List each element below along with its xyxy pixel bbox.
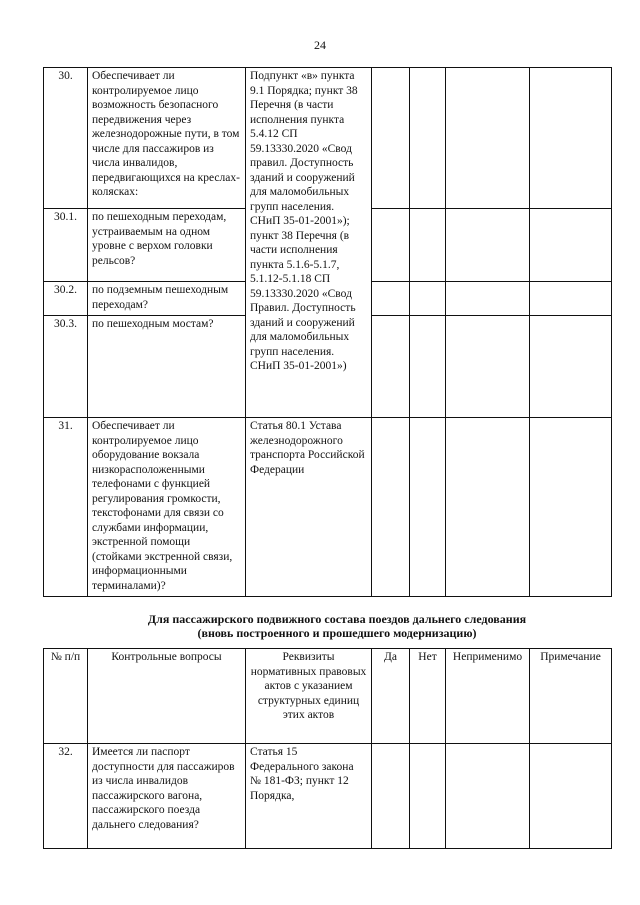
section-heading — [43, 612, 631, 640]
note-cell — [530, 209, 612, 282]
header-note: Примечание — [530, 649, 612, 744]
no-cell — [410, 209, 446, 282]
not-applicable-cell — [446, 68, 530, 209]
requisites-cell: Подпункт «в» пункта 9.1 Порядка; пункт 38 Перечня (в части исполнения пункта 5.4.12 СП 59.13330.2020 «Свод правил. Доступность зданий и сооружений для маломобильных групп населения. СНиП 35-01-2001»); пункт 38 Перечня (в части исполнения пункта 5.1.6-5.1.7, 5.1.12-5.1.18 СП 59.13330.2020 «Свод Правил. Доступность зданий и сооружений для маломобильных групп населения. СНиП 35-01-2001») — [246, 68, 372, 418]
row-number: 30.2. — [44, 282, 88, 316]
question-cell: Обеспечивает ли контролируемое лицо оборудование вокзала низкорасположенными телефонами с функцией регулирования громкости, текстофонами для связи со службами информации, экстренной помощи (стойками экстренной связи, информационными терминалами)? — [88, 418, 246, 597]
yes-cell — [372, 209, 410, 282]
table-header-row — [44, 649, 612, 744]
note-cell — [530, 418, 612, 597]
table-row — [44, 418, 612, 597]
note-cell — [530, 316, 612, 418]
row-number: 30. — [44, 68, 88, 209]
section-heading-line-1: Для пассажирского подвижного состава поездов дальнего следования — [147, 612, 527, 626]
no-cell — [410, 418, 446, 597]
question-cell: Обеспечивает ли контролируемое лицо возможность безопасного передвижения через железнодорожные пути, в том числе для пассажиров из числа инвалидов, передвигающихся на креслах-колясках: — [88, 68, 246, 209]
not-applicable-cell — [446, 209, 530, 282]
note-cell — [530, 744, 612, 849]
header-questions: Контрольные вопросы — [88, 649, 246, 744]
requisites-cell: Статья 15 Федерального закона № 181-ФЗ; пункт 12 Порядка, — [246, 744, 372, 849]
question-cell: по пешеходным переходам, устраиваемым на одном уровне с верхом головки рельсов? — [88, 209, 246, 282]
no-cell — [410, 68, 446, 209]
yes-cell — [372, 744, 410, 849]
checklist-table-top — [43, 67, 612, 597]
yes-cell — [372, 282, 410, 316]
note-cell — [530, 282, 612, 316]
requisites-cell: Статья 80.1 Устава железнодорожного транспорта Российской Федерации — [246, 418, 372, 597]
row-number: 31. — [44, 418, 88, 597]
header-requisites: Реквизиты нормативных правовых актов с указанием структурных единиц этих актов — [246, 649, 372, 744]
not-applicable-cell — [446, 316, 530, 418]
no-cell — [410, 744, 446, 849]
not-applicable-cell — [446, 418, 530, 597]
row-number: 30.1. — [44, 209, 88, 282]
header-not-applicable: Неприменимо — [446, 649, 530, 744]
row-number: 32. — [44, 744, 88, 849]
checklist-table-bottom — [43, 648, 612, 849]
header-number: № п/п — [44, 649, 88, 744]
yes-cell — [372, 316, 410, 418]
no-cell — [410, 282, 446, 316]
question-cell: по подземным пешеходным переходам? — [88, 282, 246, 316]
not-applicable-cell — [446, 282, 530, 316]
yes-cell — [372, 418, 410, 597]
question-cell: Имеется ли паспорт доступности для пассажиров из числа инвалидов пассажирского вагона, пассажирского поезда дальнего следования? — [88, 744, 246, 849]
yes-cell — [372, 68, 410, 209]
table-row — [44, 744, 612, 849]
page-number: 24 — [314, 38, 326, 52]
row-number: 30.3. — [44, 316, 88, 418]
table-row — [44, 68, 612, 209]
question-cell: по пешеходным мостам? — [88, 316, 246, 418]
section-heading-line-2: (вновь построенного и прошедшего модернизацию) — [197, 626, 477, 640]
not-applicable-cell — [446, 744, 530, 849]
header-yes: Да — [372, 649, 410, 744]
header-no: Нет — [410, 649, 446, 744]
no-cell — [410, 316, 446, 418]
note-cell — [530, 68, 612, 209]
